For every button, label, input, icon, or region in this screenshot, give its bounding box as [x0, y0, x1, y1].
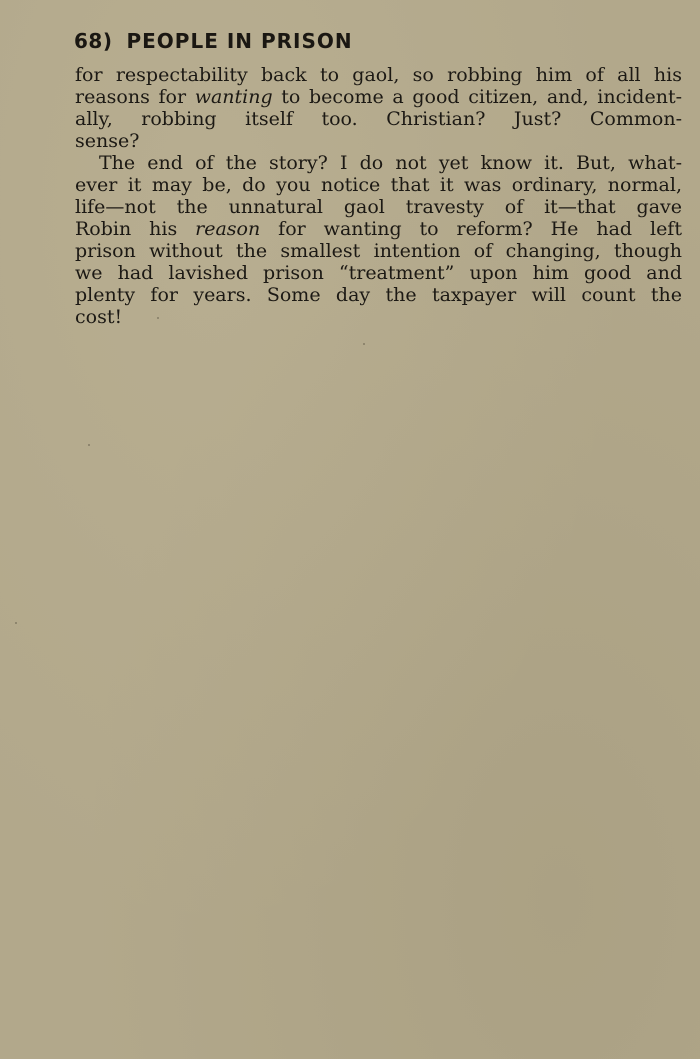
- paragraph-1-line-3: ally, robbing itself too. Christian? Just? Common-: [75, 108, 682, 130]
- page-header: [74, 29, 353, 53]
- paragraph-2-line-7: plenty for years. Some day the taxpayer will count the: [75, 284, 682, 306]
- paragraph-2-line-8: cost!: [75, 306, 123, 328]
- paragraph-2-line-6: we had lavished prison “treatment” upon him good and: [75, 262, 682, 284]
- paragraph-2-line-2: ever it may be, do you notice that it was ordinary, normal,: [75, 174, 682, 196]
- paragraph-1-line-4: sense?: [75, 130, 140, 152]
- page-number: 68): [74, 29, 113, 53]
- paragraph-2-line-4-end: for wanting to reform? He had left: [260, 218, 682, 240]
- paragraph-2-line-1: The end of the story? I do not yet know it. But, what-: [99, 152, 682, 174]
- paragraph-2-line-5: prison without the smallest intention of changing, though: [75, 240, 682, 262]
- paper-speck: [15, 622, 17, 624]
- paragraph-1-line-2-end: to become a good citizen, and, incident-: [272, 86, 682, 108]
- paragraph-1-line-2-start: reasons for: [75, 86, 195, 108]
- paragraph-2-line-4-start: Robin his: [75, 218, 196, 240]
- paragraph-2-line-4: [75, 218, 682, 240]
- paragraph-1-line-1: for respectability back to gaol, so robbing him of all his: [75, 64, 682, 86]
- paper-speck: [157, 317, 159, 319]
- paragraph-2-line-3: life—not the unnatural gaol travesty of it—that gave: [75, 196, 682, 218]
- paper-speck: [363, 343, 365, 345]
- running-head: PEOPLE IN PRISON: [126, 29, 353, 53]
- paragraph-2: [75, 152, 682, 328]
- paragraph-1: [75, 64, 682, 152]
- emphasis-wanting: wanting: [194, 86, 273, 108]
- body-text: [75, 64, 682, 328]
- paragraph-1-line-2: [75, 86, 682, 108]
- emphasis-reason: reason: [195, 218, 261, 240]
- paper-speck: [88, 444, 90, 446]
